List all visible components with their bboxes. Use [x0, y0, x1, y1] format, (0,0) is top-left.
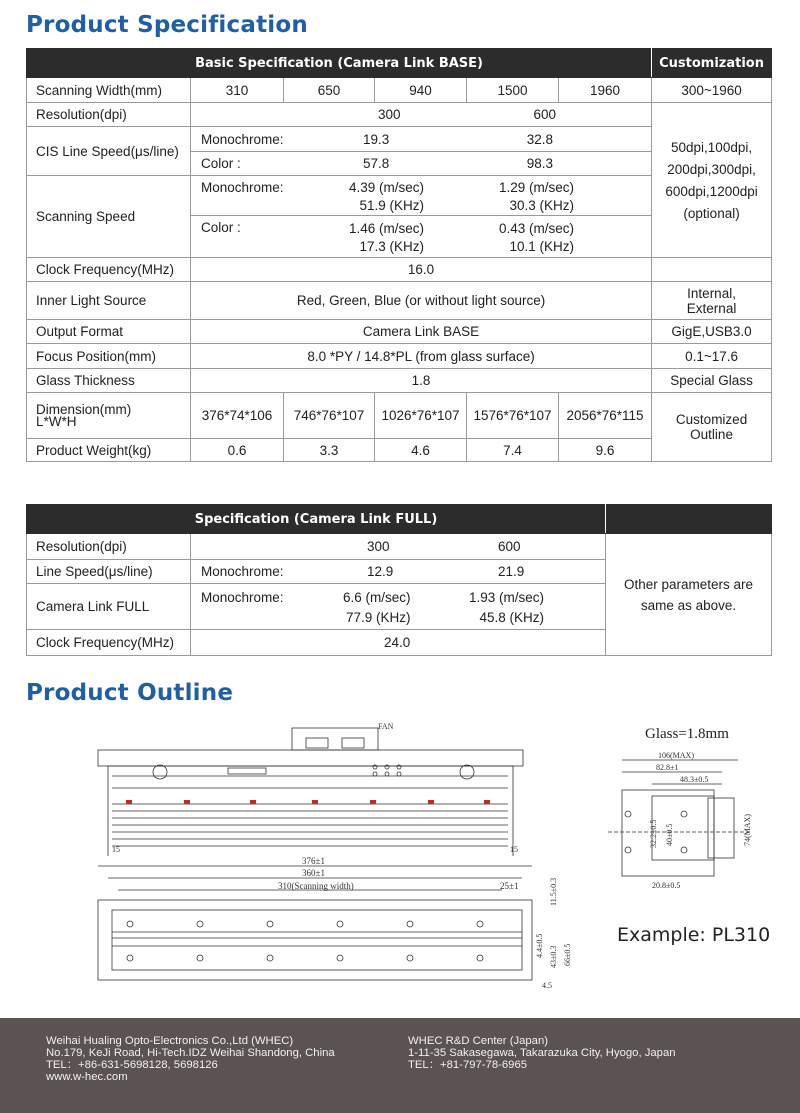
clock-custom — [652, 258, 772, 282]
scanning-width-value: 940 — [375, 78, 467, 103]
light-value: Red, Green, Blue (or without light source) — [191, 282, 652, 320]
dimension-label — [27, 393, 191, 439]
dim-310: 310(Scanning width) — [278, 881, 354, 891]
glass-value: 1.8 — [191, 369, 652, 393]
focus-custom: 0.1~17.6 — [652, 344, 772, 369]
dim-376: 376±1 — [302, 856, 325, 866]
svg-text:32.2±0.5: 32.2±0.5 — [649, 819, 658, 848]
focus-label: Focus Position(mm) — [27, 344, 191, 369]
example-label: Example: PL310 — [617, 924, 771, 946]
svg-text:40±0.5: 40±0.5 — [665, 823, 674, 846]
side-inner — [652, 796, 714, 860]
scanning-width-value: 1960 — [559, 78, 652, 103]
dim-25: 25±1 — [500, 881, 519, 891]
full-resolution-600: 600 — [498, 538, 521, 554]
dimension-value: 1576*76*107 — [467, 393, 559, 439]
focus-value: 8.0 *PY / 14.8*PL (from glass surface) — [191, 344, 652, 369]
customization-header: Customization — [652, 49, 772, 78]
dim-4-5: 4.5 — [542, 981, 552, 990]
resolution-custom-line: 600dpi,1200dpi — [665, 184, 758, 199]
fan-vent — [342, 738, 364, 748]
resolution-300: 300 — [378, 107, 401, 122]
scan-mono-300-freq: 51.9 (KHz) — [359, 198, 425, 214]
side-74 — [743, 814, 752, 846]
scanning-width-value: 1500 — [467, 78, 559, 103]
clock-label: Clock Frequency(MHz) — [27, 258, 191, 282]
cis-color-tag: Color : — [201, 156, 241, 171]
side-48-3: 48.3±0.5 — [680, 775, 709, 784]
full-600-freq: 45.8 (KHz) — [479, 610, 545, 625]
side-82-8: 82.8±1 — [656, 763, 679, 772]
resolution-values — [191, 103, 652, 127]
scan-color-300-speed: 1.46 (m/sec) — [349, 221, 425, 236]
glass-custom: Special Glass — [652, 369, 772, 393]
full-line-speed-600: 21.9 — [498, 563, 525, 579]
scanning-width-value: 650 — [284, 78, 375, 103]
full-other-line: same as above. — [640, 597, 737, 613]
full-other-params — [606, 534, 772, 656]
footer-rd-address: 1-11-35 Sakasegawa, Takarazuka City, Hyogo, Japan — [408, 1047, 676, 1059]
light-custom-line: External — [686, 300, 737, 316]
dimension-custom — [652, 393, 772, 462]
front-view-drawing — [90, 716, 550, 856]
cis-color-600: 98.3 — [526, 156, 554, 171]
scan-mono-tag: Monochrome: — [201, 180, 284, 195]
light-custom-line: Internal, — [687, 285, 736, 301]
glass-thickness-note: Glass=1.8mm — [645, 726, 729, 742]
dim-43 — [549, 946, 558, 968]
output-custom: GigE,USB3.0 — [652, 320, 772, 344]
full-spec-table — [26, 504, 772, 656]
scan-color-row — [191, 216, 652, 258]
cis-mono-600: 32.8 — [526, 131, 554, 147]
resolution-custom-line: (optional) — [683, 206, 740, 221]
cis-mono-row — [191, 127, 652, 152]
clock-value: 16.0 — [191, 258, 652, 282]
svg-text:43±0.3: 43±0.3 — [549, 945, 558, 968]
scan-mono-600-speed: 1.29 (m/sec) — [499, 180, 575, 195]
svg-text:11.5±0.3: 11.5±0.3 — [549, 877, 558, 906]
outline-title: Product Outline — [26, 680, 234, 706]
dim-360: 360±1 — [302, 868, 325, 878]
dimension-custom-line: Outline — [690, 427, 733, 442]
resolution-custom-line: 50dpi,100dpi, — [671, 140, 753, 155]
full-clock-label: Clock Frequency(MHz) — [27, 630, 191, 656]
scanning-speed-label: Scanning Speed — [27, 176, 191, 258]
full-600-speed: 1.93 (m/sec) — [469, 590, 545, 605]
footer-tel: TEL：+86-631-5698128, 5698126 — [46, 1059, 218, 1071]
footer-rd-tel: TEL：+81-797-78-6965 — [408, 1059, 528, 1071]
side-106: 106(MAX) — [658, 751, 694, 760]
scan-mono-600-freq: 30.3 (KHz) — [509, 198, 575, 214]
footer-company: Weihai Hualing Opto-Electronics Co.,Ltd (WHEC) — [46, 1035, 294, 1047]
scanning-width-label: Scanning Width(mm) — [27, 78, 191, 103]
connector-right — [460, 765, 474, 779]
cis-mono-tag: Monochrome: — [201, 131, 284, 147]
output-value: Camera Link BASE — [191, 320, 652, 344]
full-camera-tag: Monochrome: — [201, 590, 284, 605]
resolution-custom-line: 200dpi,300dpi, — [667, 162, 756, 177]
dimension-value: 1026*76*107 — [375, 393, 467, 439]
light-custom — [652, 282, 772, 320]
full-spec-header-custom — [606, 505, 772, 534]
side-40 — [665, 824, 674, 846]
scan-mono-row — [191, 176, 652, 216]
full-spec-header: Specification (Camera Link FULL) — [27, 505, 606, 534]
side-view-drawing — [600, 746, 780, 894]
resolution-custom — [652, 103, 772, 258]
resolution-600: 600 — [533, 107, 557, 122]
full-line-speed-tag: Monochrome: — [201, 563, 284, 579]
footer-right — [408, 1035, 676, 1071]
scan-color-600-freq: 10.1 (KHz) — [509, 239, 575, 255]
weight-value: 0.6 — [191, 439, 284, 462]
scan-color-tag: Color : — [201, 220, 241, 235]
fan-housing — [292, 728, 378, 750]
dim-11-5 — [549, 878, 558, 906]
full-300-speed: 6.6 (m/sec) — [343, 590, 411, 605]
dim-15-right: 15 — [510, 845, 518, 854]
dim-4-4 — [535, 934, 544, 958]
full-resolution-300: 300 — [367, 538, 390, 554]
cis-color-300: 57.8 — [363, 156, 390, 171]
cis-color-row — [191, 152, 652, 176]
side-20-8: 20.8±0.5 — [652, 881, 681, 890]
dimension-label-line: L*W*H — [36, 413, 77, 429]
full-clock-values — [191, 630, 606, 656]
glass-label: Glass Thickness — [27, 369, 191, 393]
footer-rd-center: WHEC R&D Center (Japan) — [408, 1035, 548, 1047]
svg-text:66±0.5: 66±0.5 — [563, 943, 572, 966]
scan-mono-300-speed: 4.39 (m/sec) — [349, 180, 425, 195]
dim-15-left: 15 — [112, 845, 120, 854]
top-bar — [98, 750, 523, 766]
port — [228, 768, 266, 774]
bottom-outline — [98, 900, 532, 980]
scan-color-300-freq: 17.3 (KHz) — [359, 239, 425, 255]
resolution-label: Resolution(dpi) — [27, 103, 191, 127]
connector-left — [153, 765, 167, 779]
full-clock-value: 24.0 — [384, 634, 411, 650]
full-resolution-label: Resolution(dpi) — [27, 534, 191, 560]
full-other-line: Other parameters are — [623, 576, 754, 592]
dimension-value: 2056*76*115 — [559, 393, 652, 439]
weight-value: 9.6 — [559, 439, 652, 462]
full-resolution-values — [191, 534, 606, 560]
side-fan — [708, 798, 734, 858]
weight-label: Product Weight(kg) — [27, 439, 191, 462]
cis-speed-label: CIS Line Speed(μs/line) — [27, 127, 191, 176]
full-camera-link-label: Camera Link FULL — [27, 584, 191, 630]
bottom-inner — [112, 910, 522, 970]
light-label: Inner Light Source — [27, 282, 191, 320]
scan-color-600-speed: 0.43 (m/sec) — [499, 221, 575, 236]
basic-spec-header: Basic Specification (Camera Link BASE) — [27, 49, 652, 78]
bottom-view-drawing — [90, 854, 590, 994]
full-line-speed-values — [191, 560, 606, 584]
svg-text:74(MAX): 74(MAX) — [743, 814, 752, 846]
scanning-width-value: 310 — [191, 78, 284, 103]
weight-value: 3.3 — [284, 439, 375, 462]
side-32-2 — [649, 820, 658, 848]
dimension-value: 746*76*107 — [284, 393, 375, 439]
dim-66 — [563, 944, 572, 966]
basic-spec-table — [26, 48, 772, 462]
fan-label: FAN — [378, 722, 394, 731]
full-300-freq: 77.9 (KHz) — [345, 610, 411, 625]
weight-value: 4.6 — [375, 439, 467, 462]
dimension-label-line: Dimension(mm) — [36, 401, 132, 417]
footer-website[interactable]: www.w-hec.com — [46, 1071, 128, 1083]
footer — [0, 1018, 800, 1113]
footer-address: No.179, KeJi Road, Hi-Tech.IDZ Weihai Shandong, China — [46, 1047, 335, 1059]
cis-mono-300: 19.3 — [363, 131, 390, 147]
output-label: Output Format — [27, 320, 191, 344]
page-title: Product Specification — [26, 12, 308, 38]
dimension-value: 376*74*106 — [191, 393, 284, 439]
scanning-width-custom: 300~1960 — [652, 78, 772, 103]
fan-vent — [306, 738, 328, 748]
full-line-speed-300: 12.9 — [367, 563, 394, 579]
svg-text:4.4±0.5: 4.4±0.5 — [535, 933, 544, 958]
dimension-custom-line: Customized — [675, 412, 748, 427]
footer-left — [46, 1035, 335, 1083]
full-camera-link-values — [191, 584, 606, 630]
weight-value: 7.4 — [467, 439, 559, 462]
full-line-speed-label: Line Speed(μs/line) — [27, 560, 191, 584]
